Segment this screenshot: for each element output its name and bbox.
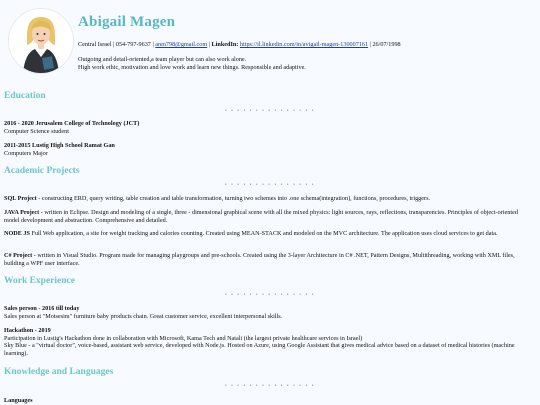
profile-avatar — [8, 8, 74, 74]
project-text: - written in Visual Studio. Program made for managing playgroups and pre-schools. Created using the 3-layer Architecture in C# .NET, Pattern Designs, Multithreading, working with XML files, building a WPF user interface. — [4, 252, 515, 267]
project-item — [4, 195, 532, 203]
education-detail: Computers Major — [4, 149, 48, 157]
work-heading: Sales person - 2016 till today — [4, 305, 80, 312]
work-line: Sales person at "Motsesim" furniture baby products chain. Great customer service, excellent interpersonal skills. — [4, 312, 283, 320]
summary-line: Outgoing and detail-oriented,a team player but can also work alone. — [78, 56, 247, 63]
work-item — [4, 305, 532, 320]
work-heading: Hackathon - 2019 — [4, 327, 51, 334]
separator: | — [368, 41, 373, 48]
summary-line: High work ethic, motivation and love work and learn new things. Responsible and adaptive. — [78, 63, 306, 71]
education-heading: 2011-2015 Lustig High School Ramat Gan — [4, 142, 115, 149]
project-item — [4, 230, 532, 238]
summary — [78, 56, 518, 72]
work-item — [4, 327, 532, 357]
divider: • • • • • • • • • • • • • • • — [224, 384, 316, 389]
contact-line — [78, 41, 401, 48]
education-detail: Computer Science student — [4, 127, 69, 135]
separator: | — [111, 41, 116, 48]
birthdate: 26/07/1998 — [372, 41, 401, 48]
work-line: Sky Blue - a "virtual doctor", voice-based, assistant web service, developed with Node.js. Hosted on Azure, using Google Assistant that gives medical advice based on a dataset of medical histories (machine learning). — [4, 342, 515, 357]
section-title-projects: Academic Projects — [4, 166, 80, 176]
project-name: SQL Project — [4, 195, 37, 202]
project-text: - written in Eclipse. Design and modeling of a single, three - dimensional graphical scene with all the mixed physics: light sources, rays, reflections, transparencies. Principles of object-oriented model development and abstraction. Comprehensive and detailed. — [4, 209, 518, 224]
project-name: C# Project — [4, 252, 33, 259]
project-name: NODE JS — [4, 230, 30, 237]
education-heading: 2016 - 2020 Jerusalem College of Technology (JCT) — [4, 120, 140, 127]
location: Central Israel — [78, 41, 112, 48]
work-line: Participation in Lustig's Hackathon done in collaboration with Microsoft, Kama Tech and Natali (the largest private healthcare services in Israel) — [4, 334, 363, 342]
separator: | — [207, 41, 212, 48]
divider: • • • • • • • • • • • • • • • — [224, 293, 316, 298]
phone: 054-797-9637 — [115, 41, 151, 48]
project-text: Full Web application, a site for weight tracking and calories counting. Created using MEAN-STACK and modeled on the MVC architecture. The application uses cloud services to get data. — [29, 230, 498, 237]
separator: | — [150, 41, 156, 48]
project-item — [4, 209, 532, 224]
project-text: - constructing ERD, query writing, table creation and table transformation, turning two schemes into .one schema(integration), functions, procedures, triggers. — [36, 195, 431, 202]
education-item — [4, 142, 532, 157]
linkedin-label: LinkedIn: — [211, 41, 239, 48]
knowledge-heading: Languages — [4, 397, 33, 404]
linkedin-link[interactable]: https://il.linkedin.com/in/avigail-magen-130007161 — [239, 41, 369, 48]
education-item — [4, 120, 532, 135]
section-title-knowledge: Knowledge and Languages — [4, 367, 114, 377]
project-name: JAVA Project — [4, 209, 40, 216]
avatar-illustration-icon — [9, 9, 73, 73]
knowledge-item — [4, 397, 532, 405]
section-title-work: Work Experience — [4, 276, 75, 286]
full-name: Abigail Magen — [78, 14, 176, 30]
project-item — [4, 252, 532, 267]
divider: • • • • • • • • • • • • • • • — [224, 183, 316, 188]
divider: • • • • • • • • • • • • • • • — [224, 109, 316, 114]
section-title-education: Education — [4, 91, 46, 101]
email-link[interactable]: anm798@gmail.com — [155, 41, 208, 48]
